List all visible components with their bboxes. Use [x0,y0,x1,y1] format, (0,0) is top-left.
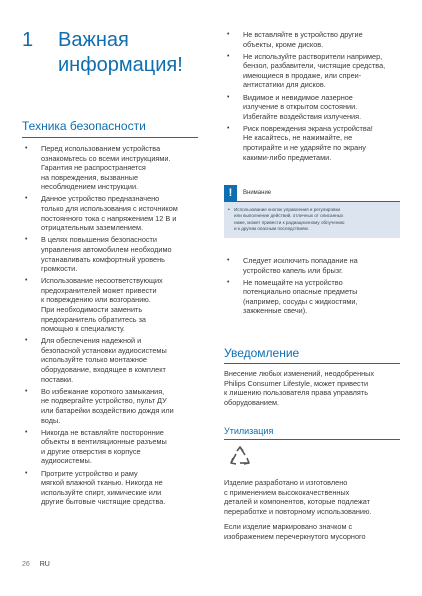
recycling-text-1: Изделие разработано и изготовлено с применением высококачественных деталей и компонентов, которые подлежат переработке и повторному использованию. [224,478,372,516]
recycling-section [224,426,400,542]
notice-text: Внесение любых изменений, неодобренных Philips Consumer Lifestyle, может привести к лишению пользователя права управлять оборудованием. [224,369,375,407]
list-item: • Во избежание короткого замыкания, не подвергайте устройство, пульт ДУ или батарейки воздействию дождя или воды. [22,387,198,425]
safety-list-continued [224,30,400,165]
notice-section [224,346,400,407]
notice-title: Уведомление [224,346,300,360]
safety-list [22,144,198,507]
list-item: • Не вставляйте в устройство другие объекты, кроме дисков. [224,30,400,49]
safety-section-title: Техника безопасности [22,119,146,133]
list-item: • Следует исключить попадание на устройство капель или брызг. [224,256,400,275]
list-item: • Использование несоответствующих предохранителей может привести к повреждению или возгоранию. При необходимости заменить предохранитель обратитесь за помощью к специалисту. [22,276,198,334]
warning-box [224,201,400,238]
list-item: • Перед использованием устройства ознакомьтесь со всеми инструкциями. Гарантия не распространяется на повреждения, вызванные несоблюдением инструкции. [22,144,198,192]
page-footer [22,561,50,568]
warning-text: Использование кнопок управления и регулировки или выполнение действий, отличных от описанных ниже, может привести к радиационному облучению и к другим опасным последствиям. [234,207,345,232]
recycling-title: Утилизация [224,426,274,436]
language-code: RU [39,561,50,568]
chapter-number: 1 [22,29,34,51]
section-rule [224,439,400,440]
safety-list-extra [224,256,400,319]
warning-block [224,185,400,238]
list-item: • Не помещайте на устройство потенциально опасные предметы (например, сосуды с жидкостями, зажженные свечи). [224,278,400,316]
list-item: • Никогда не вставляйте посторонние объекты в вентиляционные разъемы и другие отверстия в корпусе аудиосистемы. [22,428,198,466]
bullet-icon: • [228,207,230,213]
chapter-title: Важная информация! [58,29,183,76]
list-item: • Данное устройство предназначено только для использования с источником постоянного тока с напряжением 12 В и отрицательным заземлением. [22,194,198,232]
recycle-icon [228,445,252,469]
section-rule [224,363,400,364]
warning-label: Внимание [243,190,272,196]
safety-section [22,119,198,509]
section-rule [22,137,198,138]
page-number: 26 [22,561,30,568]
list-item: • Протрите устройство и раму мягкой влажной тканью. Никогда не используйте спирт, химические или другие бытовые чистящие средства. [22,469,198,507]
list-item: • В целях повышения безопасности управления автомобилем необходимо устанавливать комфортный уровень громкости. [22,235,198,273]
exclamation-icon: ! [224,185,237,201]
list-item: • Для обеспечения надежной и безопасной установки аудиосистемы используйте только монтажное оборудование, входящее в комплект поставки. [22,336,198,384]
list-item: • Не используйте растворители например, бензол, разбавители, чистящие средства, имеющиеся в продаже, или спреи- антистатики для дисков. [224,52,400,90]
list-item: • Риск повреждения экрана устройства! Не касайтесь, не нажимайте, не протирайте и не ударяйте по экрану какими-либо предметами. [224,124,400,162]
recycling-text-2: Если изделие маркировано значком с изображением перечеркнутого мусорного [224,522,366,541]
warning-header [224,185,400,201]
list-item: • Видимое и невидимое лазерное излучение в открытом состоянии. Избегайте воздействия излучения. [224,93,400,122]
